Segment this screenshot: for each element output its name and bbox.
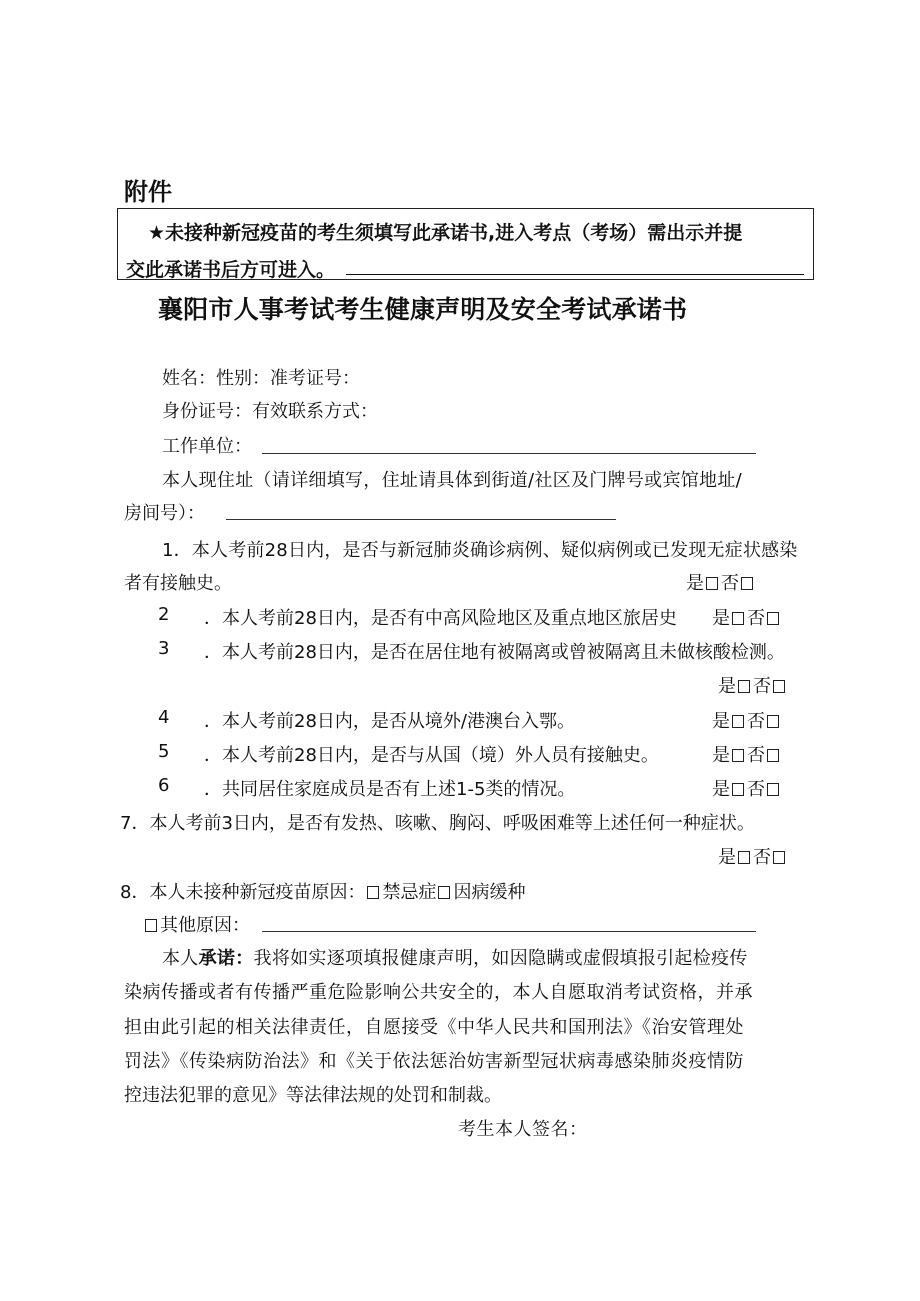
question-3-answer — [718, 672, 788, 698]
question-3-number: 3 — [158, 638, 170, 659]
yes-label: 是 — [718, 676, 736, 697]
pledge-line-1 — [162, 944, 748, 970]
notice-line-1: ★未接种新冠疫苗的考生须填写此承诺书,进入考点（考场）需出示并提 — [148, 222, 743, 244]
question-2-answer — [712, 604, 782, 630]
question-6-text: ．共同居住家庭成员是否有上述1-5类的情况。 — [204, 779, 576, 800]
question-2-number: 2 — [158, 604, 170, 625]
no-checkbox[interactable] — [741, 577, 753, 590]
question-1-line-2: 者有接触史。 — [124, 573, 232, 594]
yes-checkbox[interactable] — [738, 851, 750, 864]
no-label: 否 — [747, 779, 765, 800]
name-row: 姓名：性别：准考证号： — [162, 368, 360, 389]
address-line-1: 本人现住址（请详细填写，住址请具体到街道/社区及门牌号或宾馆地址/ — [162, 470, 743, 491]
address-line-2: 房间号）： — [124, 503, 205, 524]
pledge-lead: 本人 — [162, 948, 199, 969]
yes-checkbox[interactable] — [732, 783, 744, 796]
pledge-line-5: 控违法犯罪的意见》等法律法规的处罚和制裁。 — [124, 1085, 502, 1106]
yes-label: 是 — [712, 745, 730, 766]
yes-label: 是 — [686, 573, 704, 594]
question-2-text: ．本人考前28日内，是否有中高风险地区及重点地区旅居史 — [204, 608, 677, 629]
signature-label: 考生本人签名： — [458, 1119, 588, 1140]
question-5-number: 5 — [158, 741, 170, 762]
other-reason-label: 其他原因： — [160, 915, 250, 936]
id-row: 身份证号：有效联系方式： — [162, 401, 378, 422]
no-label: 否 — [747, 608, 765, 629]
contraindication-checkbox[interactable] — [367, 886, 379, 899]
illness-delay-label: 因病缓种 — [453, 882, 526, 903]
question-8-prefix: 8．本人未接种新冠疫苗原因： — [120, 882, 366, 903]
question-1-answer — [686, 569, 756, 595]
pledge-line-3: 担由此引起的相关法律责任，自愿接受《中华人民共和国刑法》《治安管理处 — [124, 1017, 744, 1038]
no-checkbox[interactable] — [767, 749, 779, 762]
question-5-answer — [712, 741, 782, 767]
notice-underline — [346, 274, 804, 275]
pledge-label: 承诺： — [198, 948, 254, 969]
no-label: 否 — [753, 676, 771, 697]
question-8 — [120, 878, 525, 904]
yes-label: 是 — [718, 847, 736, 868]
other-reason-field[interactable] — [262, 931, 756, 932]
no-checkbox[interactable] — [773, 851, 785, 864]
no-label: 否 — [747, 711, 765, 732]
no-label: 否 — [721, 573, 739, 594]
yes-checkbox[interactable] — [732, 612, 744, 625]
question-6-answer — [712, 775, 782, 801]
contraindication-label: 禁忌症 — [382, 882, 437, 903]
yes-label: 是 — [712, 779, 730, 800]
other-reason-checkbox[interactable] — [145, 919, 157, 932]
no-label: 否 — [753, 847, 771, 868]
question-4-answer — [712, 707, 782, 733]
yes-checkbox[interactable] — [732, 749, 744, 762]
notice-line-2: 交此承诺书后方可进入。 — [126, 259, 336, 281]
address-field[interactable] — [226, 519, 616, 520]
pledge-line-4: 罚法》《传染病防治法》和《关于依法惩治妨害新型冠状病毒感染肺炎疫情防 — [124, 1051, 744, 1072]
no-checkbox[interactable] — [767, 715, 779, 728]
yes-checkbox[interactable] — [706, 577, 718, 590]
no-checkbox[interactable] — [767, 783, 779, 796]
no-label: 否 — [747, 745, 765, 766]
no-checkbox[interactable] — [773, 680, 785, 693]
pledge-line-2: 染病传播或者有传播严重危险影响公共安全的，本人自愿取消考试资格，并承 — [124, 982, 753, 1003]
question-5-text: ．本人考前28日内，是否与从国（境）外人员有接触史。 — [204, 745, 659, 766]
yes-label: 是 — [712, 608, 730, 629]
yes-checkbox[interactable] — [738, 680, 750, 693]
no-checkbox[interactable] — [767, 612, 779, 625]
other-reason — [143, 911, 250, 937]
question-4-text: ．本人考前28日内，是否从境外/港澳台入鄂。 — [204, 711, 575, 732]
question-1-line-1: 1．本人考前28日内，是否与新冠肺炎确诊病例、疑似病例或已发现无症状感染 — [162, 540, 798, 561]
question-7-answer — [718, 843, 788, 869]
illness-delay-checkbox[interactable] — [438, 886, 450, 899]
yes-checkbox[interactable] — [732, 715, 744, 728]
attachment-label: 附件 — [124, 178, 172, 206]
document-title: 襄阳市人事考试考生健康声明及安全考试承诺书 — [158, 295, 688, 324]
question-3-text: ．本人考前28日内，是否在居住地有被隔离或曾被隔离且未做核酸检测。 — [204, 642, 785, 663]
question-4-number: 4 — [158, 707, 170, 728]
pledge-text-1: 我将如实逐项填报健康声明，如因隐瞒或虚假填报引起检疫传 — [253, 948, 748, 969]
work-unit-label: 工作单位： — [162, 436, 252, 457]
yes-label: 是 — [712, 711, 730, 732]
work-unit-field[interactable] — [262, 453, 756, 454]
question-7-text: 7．本人考前3日内，是否有发热、咳嗽、胸闷、呼吸困难等上述任何一种症状。 — [120, 813, 755, 834]
question-6-number: 6 — [158, 775, 170, 796]
